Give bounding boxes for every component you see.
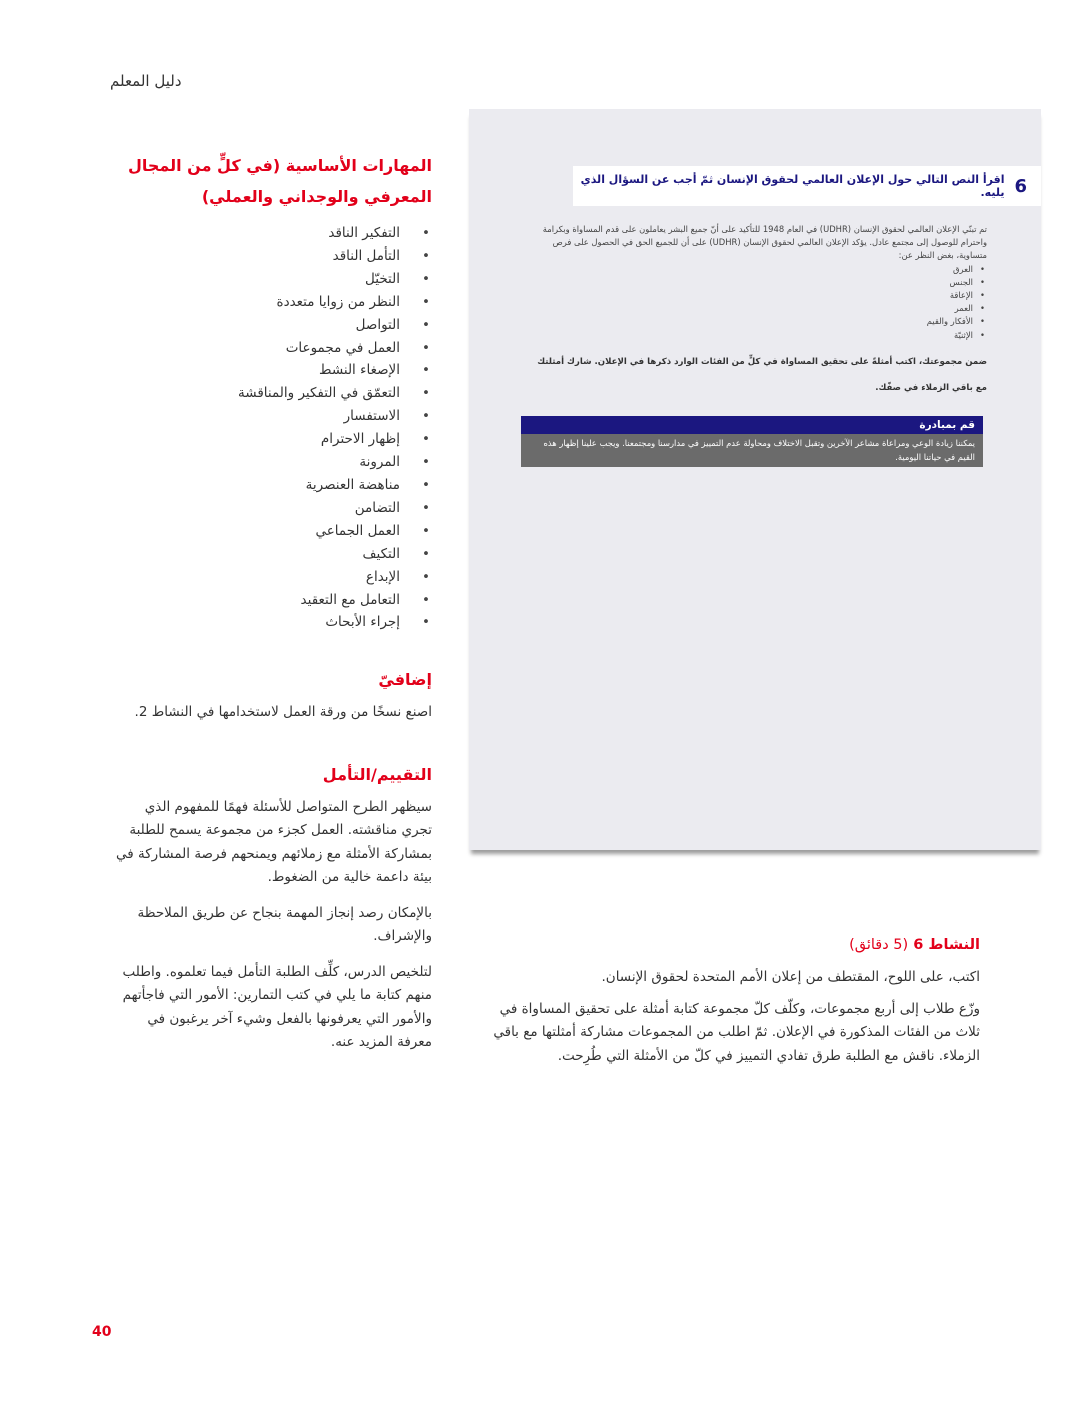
list-item: • الأفكار والقيم — [531, 315, 987, 328]
list-item: • التضامن — [110, 497, 432, 520]
running-header: دليل المعلم — [110, 72, 182, 90]
initiative-title: قم بمبادرة — [521, 416, 983, 434]
evaluation-paragraph: لتلخيص الدرس، كلِّف الطلبة التأمل فيما تعلموه. واطلب منهم كتابة ما يلي في كتب التمارين: الأمور التي فاجأتهم والأمور التي يعرفونها بالفعل وشيء آخر يرغبون في معرفة المزيد عنه. — [122, 963, 432, 1051]
list-item: • التكيف — [110, 543, 432, 566]
list-item: • الجنس — [531, 276, 987, 289]
list-item: • إظهار الاحترام — [110, 428, 432, 451]
evaluation-paragraph: بالإمكان رصد إنجاز المهمة بنجاح عن طريق الملاحظة والإشراف. — [137, 904, 432, 945]
question-text: اقرأ النص التالي حول الإعلان العالمي لحقوق الإنسان ثمّ أجب عن السؤال الذي يليه. — [580, 173, 1005, 199]
teacher-notes-column — [110, 150, 432, 1055]
skills-list — [110, 222, 432, 634]
extra-heading: إضافيّ — [378, 670, 432, 690]
worksheet-preview — [469, 109, 1041, 850]
udhr-excerpt — [531, 223, 987, 342]
list-item: • الإصغاء النشط — [110, 359, 432, 382]
page-number: 40 — [92, 1324, 112, 1340]
evaluation-heading: التقييم/التأمل — [322, 764, 432, 784]
list-item: • التعامل مع التعقيد — [110, 589, 432, 612]
list-item: • الإبداع — [110, 566, 432, 589]
list-item: • الإثنيّة — [531, 329, 987, 342]
list-item: • العمل الجماعي — [110, 520, 432, 543]
list-item: • التعمّق في التفكير والمناقشة — [110, 382, 432, 405]
list-item: • العرق — [531, 263, 987, 276]
activity-heading — [472, 932, 980, 958]
list-item: • النظر من زوايا متعددة — [110, 291, 432, 314]
evaluation-paragraph: سيظهر الطرح المتواصل للأسئلة فهمًا للمفهوم الذي تجري مناقشته. العمل كجزء من مجموعة يسمح للطلبة بمشاركة الأمثلة مع زملائهم ويمنحهم فرصة المشاركة في بيئة داعمة خالية من الضغوط. — [116, 798, 432, 886]
categories-list — [531, 263, 987, 342]
initiative-text: يمكننا زيادة الوعي ومراعاة مشاعر الآخرين وتقبل الاختلاف ومحاولة عدم التمييز في مدارسنا ومجتمعنا. ويجب علينا إظهار هذه القيم في حياتنا اليومية. — [521, 434, 983, 467]
list-item: • إجراء الأبحاث — [110, 611, 432, 634]
activity-section — [472, 932, 980, 1068]
question-bar — [573, 166, 1041, 206]
extra-section — [110, 664, 432, 725]
list-item: • العمر — [531, 302, 987, 315]
activity-duration: (5 دقائق) — [849, 937, 909, 953]
list-item: • التخيّل — [110, 268, 432, 291]
list-item: • العمل في مجموعات — [110, 337, 432, 360]
extra-text: اصنع نسخًا من ورقة العمل لاستخدامها في النشاط 2. — [134, 704, 432, 721]
list-item: • الإعاقة — [531, 289, 987, 302]
activity-paragraph: اكتب، على اللوح، المقتطف من إعلان الأمم المتحدة لحقوق الإنسان. — [601, 969, 980, 985]
activity-paragraph: وزّع طلاب إلى أربع مجموعات، وكلّف كلّ مجموعة كتابة أمثلة على تحقيق المساواة في ثلاث من الفئات المذكورة في الإعلان. ثمّ اطلب من المجموعات مشاركة أمثلتها مع باقي الزملاء. ناقش مع الطلبة طرق تفادي التمييز في كلّ من الأمثلة التي طُرِحت. — [493, 1000, 980, 1064]
list-item: • التواصل — [110, 314, 432, 337]
skills-section — [110, 150, 432, 634]
list-item: • مناهضة العنصرية — [110, 474, 432, 497]
evaluation-section — [110, 759, 432, 1055]
udhr-text: تم تبنّي الإعلان العالمي لحقوق الإنسان (UDHR) في العام 1948 للتأكيد على أنّ جميع البشر يعاملون على قدم المساواة وبكرامة واحترام للوصول إلى مجتمع عادل. يؤكد الإعلان العالمي لحقوق الإنسان (UDHR) على أن للجميع الحق في الحصول على فرص متساوية، بغض النظر عن: — [542, 224, 987, 261]
list-item: • المرونة — [110, 451, 432, 474]
list-item: • الاستفسار — [110, 405, 432, 428]
list-item: • التأمل الناقد — [110, 245, 432, 268]
question-number: 6 — [1014, 175, 1027, 197]
activity-title: النشاط 6 — [913, 937, 980, 953]
initiative-box — [521, 416, 983, 467]
list-item: • التفكير الناقد — [110, 222, 432, 245]
task-instruction: ضمن مجموعتك، اكتب أمثلةً على تحقيق المساواة في كلٍّ من الفئات الوارد ذكرها في الإعلان. شارك أمثلتك مع باقي الزملاء في صفّك. — [537, 357, 987, 393]
skills-heading: المهارات الأساسية (في كلٍّ من المجال المعرفي والوجداني والعملي) — [127, 156, 432, 206]
